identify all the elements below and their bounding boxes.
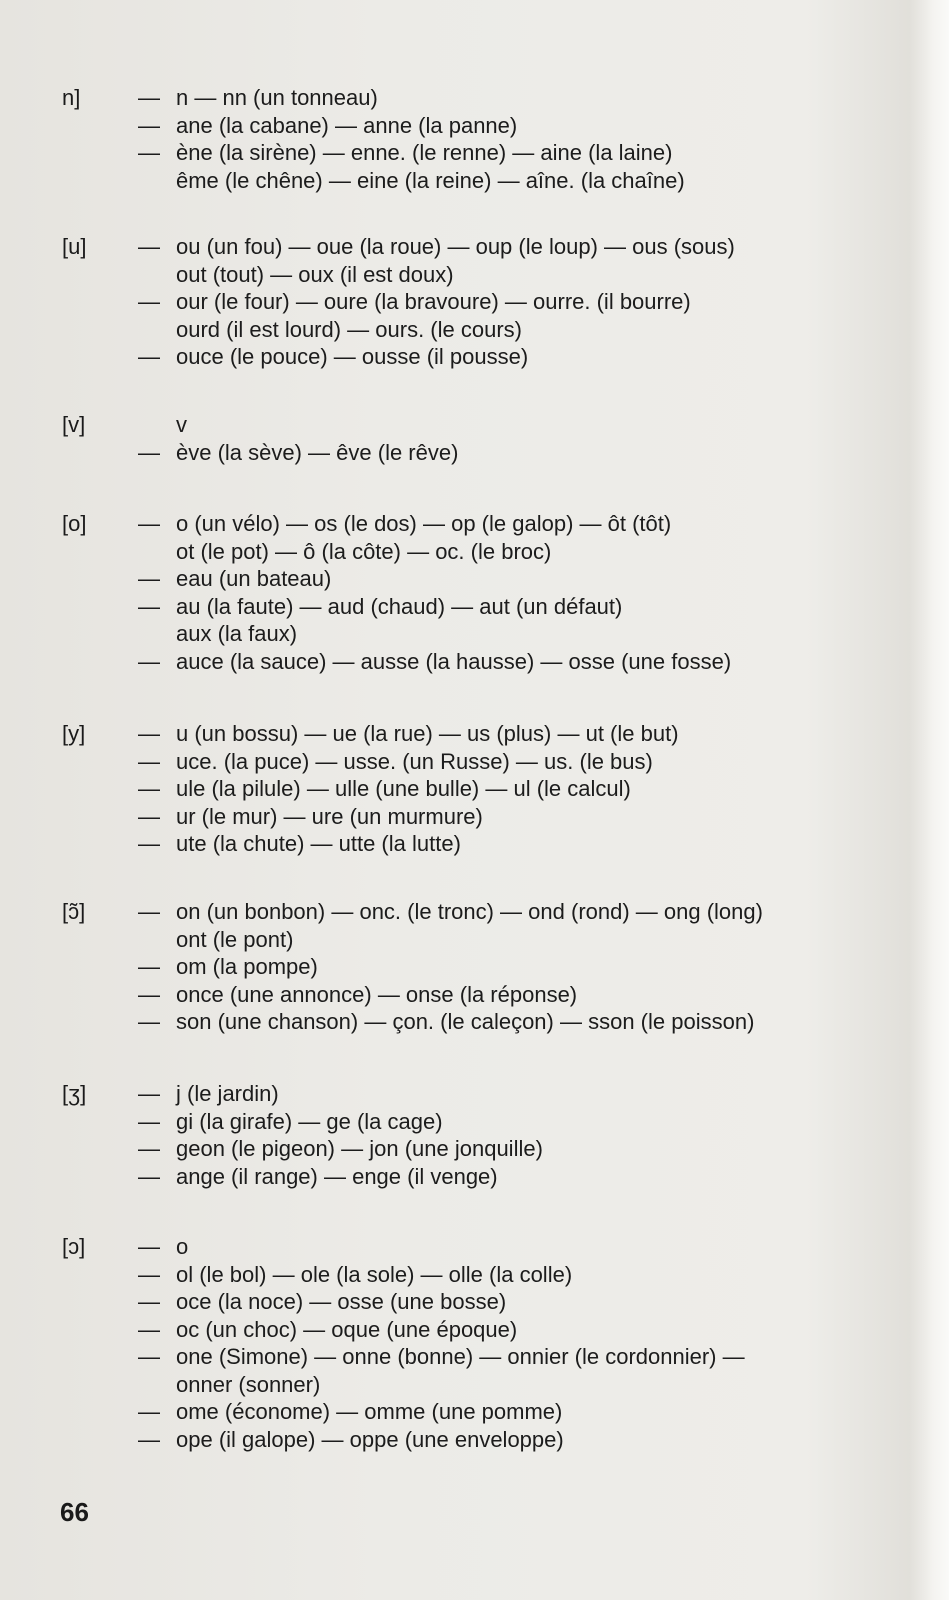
spelling-line <box>138 565 889 593</box>
line-text: uce. (la puce) — usse. (un Russe) — us. (le bus) <box>176 748 653 774</box>
line-text: j (le jardin) <box>176 1081 279 1106</box>
line-text: ange (il range) — enge (il venge) <box>176 1163 498 1189</box>
line-text: ur (le mur) — ure (un murmure) <box>176 803 483 829</box>
spelling-line <box>138 233 889 261</box>
spelling-lines <box>138 1080 889 1190</box>
line-dash: — <box>138 1234 160 1259</box>
line-text: om (la pompe) <box>176 954 318 979</box>
line-text: au (la faute) — aud (chaud) — aut (un défaut) <box>176 593 623 619</box>
spelling-line <box>138 1316 889 1344</box>
spelling-line <box>138 981 889 1009</box>
line-dash: — <box>138 439 160 465</box>
spelling-line <box>138 439 889 467</box>
page-edge-shadow <box>909 0 949 1600</box>
phoneme-symbol: [ʒ] <box>62 1081 87 1106</box>
line-text: v <box>176 412 187 437</box>
line-text: our (le four) — oure (la bravoure) — ourre. (il bourre) <box>176 289 691 314</box>
line-text: ourd (il est lourd) — ours. (le cours) <box>176 316 522 342</box>
line-dash: — <box>138 831 160 856</box>
spelling-lines <box>138 898 889 1036</box>
line-dash: — <box>138 1289 160 1314</box>
spelling-line <box>138 953 889 981</box>
phoneme-symbol: [u] <box>62 234 87 259</box>
line-dash: — <box>138 721 160 746</box>
phoneme-symbol: [v] <box>62 412 86 437</box>
line-text: onner (sonner) <box>176 1371 321 1397</box>
phoneme-symbol: n] <box>62 85 81 110</box>
line-text: o <box>176 1234 189 1259</box>
spelling-line <box>138 1398 889 1426</box>
spelling-line <box>138 748 889 776</box>
spelling-line <box>138 720 889 748</box>
line-dash: — <box>138 1316 160 1342</box>
line-text: ouce (le pouce) — ousse (il pousse) <box>176 344 529 369</box>
line-dash: — <box>138 981 160 1007</box>
line-text: ope (il galope) — oppe (une enveloppe) <box>176 1426 564 1452</box>
line-text: son (une chanson) — çon. (le caleçon) — sson (le poisson) <box>176 1009 755 1034</box>
line-dash: — <box>138 1399 160 1424</box>
line-text: aux (la faux) <box>176 621 298 646</box>
line-text: ule (la pilule) — ulle (une bulle) — ul (le calcul) <box>176 776 631 801</box>
line-text: ot (le pot) — ô (la côte) — oc. (le broc) <box>176 538 552 564</box>
line-dash: — <box>138 1163 160 1189</box>
line-dash: — <box>138 1081 160 1106</box>
spelling-line <box>138 1233 889 1261</box>
spelling-lines <box>138 411 889 466</box>
line-dash: — <box>138 112 160 138</box>
spelling-line <box>138 288 889 316</box>
line-text: eau (un bateau) <box>176 566 332 591</box>
line-text: oc (un choc) — oque (une époque) <box>176 1316 518 1342</box>
spelling-line <box>138 411 889 439</box>
spelling-line <box>138 261 889 289</box>
spelling-line <box>138 593 889 621</box>
line-text: u (un bossu) — ue (la rue) — us (plus) — ut (le but) <box>176 721 679 746</box>
spelling-line <box>138 803 889 831</box>
spelling-lines <box>138 510 889 675</box>
page-number: 66 <box>60 1497 89 1527</box>
line-dash: — <box>138 1108 160 1134</box>
line-text: ome (économe) — omme (une pomme) <box>176 1399 563 1424</box>
line-text: o (un vélo) — os (le dos) — op (le galop) — ôt (tôt) <box>176 511 672 536</box>
spelling-line <box>138 1135 889 1163</box>
spelling-line <box>138 1426 889 1454</box>
spelling-line <box>138 1261 889 1289</box>
line-dash: — <box>138 344 160 369</box>
line-dash: — <box>138 803 160 829</box>
line-dash: — <box>138 511 160 536</box>
line-text: one (Simone) — onne (bonne) — onnier (le cordonnier) — <box>176 1344 745 1369</box>
line-dash: — <box>138 748 160 774</box>
spelling-line <box>138 1371 889 1399</box>
spelling-line <box>138 1080 889 1108</box>
line-dash: — <box>138 899 160 924</box>
spelling-line <box>138 1163 889 1191</box>
line-dash: — <box>138 1344 160 1369</box>
line-dash: — <box>138 1009 160 1034</box>
spelling-line <box>138 620 889 648</box>
spelling-line <box>138 538 889 566</box>
spelling-line <box>138 84 889 112</box>
line-text: n — nn (un tonneau) <box>176 85 378 110</box>
spelling-line <box>138 1108 889 1136</box>
line-text: ène (la sirène) — enne. (le renne) — aine (la laine) <box>176 140 673 165</box>
spelling-line <box>138 343 889 371</box>
line-text: ol (le bol) — ole (la sole) — olle (la colle) <box>176 1261 573 1287</box>
spelling-line <box>138 648 889 676</box>
phoneme-symbol: [ɔ] <box>62 1234 86 1259</box>
spelling-line <box>138 1343 889 1371</box>
line-dash: — <box>138 1261 160 1287</box>
line-dash: — <box>138 648 160 674</box>
spelling-line <box>138 775 889 803</box>
line-text: auce (la sauce) — ausse (la hausse) — osse (une fosse) <box>176 648 732 674</box>
line-dash: — <box>138 85 160 110</box>
spelling-line <box>138 926 889 954</box>
line-dash: — <box>138 954 160 979</box>
line-dash: — <box>138 140 160 165</box>
spelling-lines <box>138 84 889 194</box>
line-text: ute (la chute) — utte (la lutte) <box>176 831 461 856</box>
phoneme-symbol: [ɔ̃] <box>62 899 86 924</box>
spelling-line <box>138 167 889 195</box>
line-text: geon (le pigeon) — jon (une jonquille) <box>176 1136 543 1161</box>
line-dash: — <box>138 593 160 619</box>
line-text: oce (la noce) — osse (une bosse) <box>176 1289 507 1314</box>
phoneme-symbol: [o] <box>62 511 87 536</box>
line-dash: — <box>138 289 160 314</box>
line-dash: — <box>138 776 160 801</box>
line-text: ou (un fou) — oue (la roue) — oup (le loup) — ous (sous) <box>176 234 735 259</box>
line-text: on (un bonbon) — onc. (le tronc) — ond (rond) — ong (long) <box>176 899 763 924</box>
line-text: ême (le chêne) — eine (la reine) — aîne. (la chaîne) <box>176 167 685 193</box>
line-dash: — <box>138 1426 160 1452</box>
spelling-line <box>138 316 889 344</box>
spelling-line <box>138 830 889 858</box>
line-dash: — <box>138 1136 160 1161</box>
spelling-line <box>138 112 889 140</box>
line-dash: — <box>138 566 160 591</box>
spelling-line <box>138 510 889 538</box>
line-text: out (tout) — oux (il est doux) <box>176 261 454 287</box>
line-dash: — <box>138 234 160 259</box>
line-text: gi (la girafe) — ge (la cage) <box>176 1108 443 1134</box>
spelling-lines <box>138 720 889 858</box>
spelling-line <box>138 898 889 926</box>
spelling-lines <box>138 233 889 371</box>
spelling-lines <box>138 1233 889 1453</box>
line-text: ève (la sève) — êve (le rêve) <box>176 439 459 465</box>
spelling-line <box>138 1288 889 1316</box>
spelling-line <box>138 139 889 167</box>
line-text: ont (le pont) <box>176 926 294 952</box>
line-text: once (une annonce) — onse (la réponse) <box>176 981 578 1007</box>
phoneme-symbol: [y] <box>62 721 86 746</box>
spelling-line <box>138 1008 889 1036</box>
line-text: ane (la cabane) — anne (la panne) <box>176 112 518 138</box>
